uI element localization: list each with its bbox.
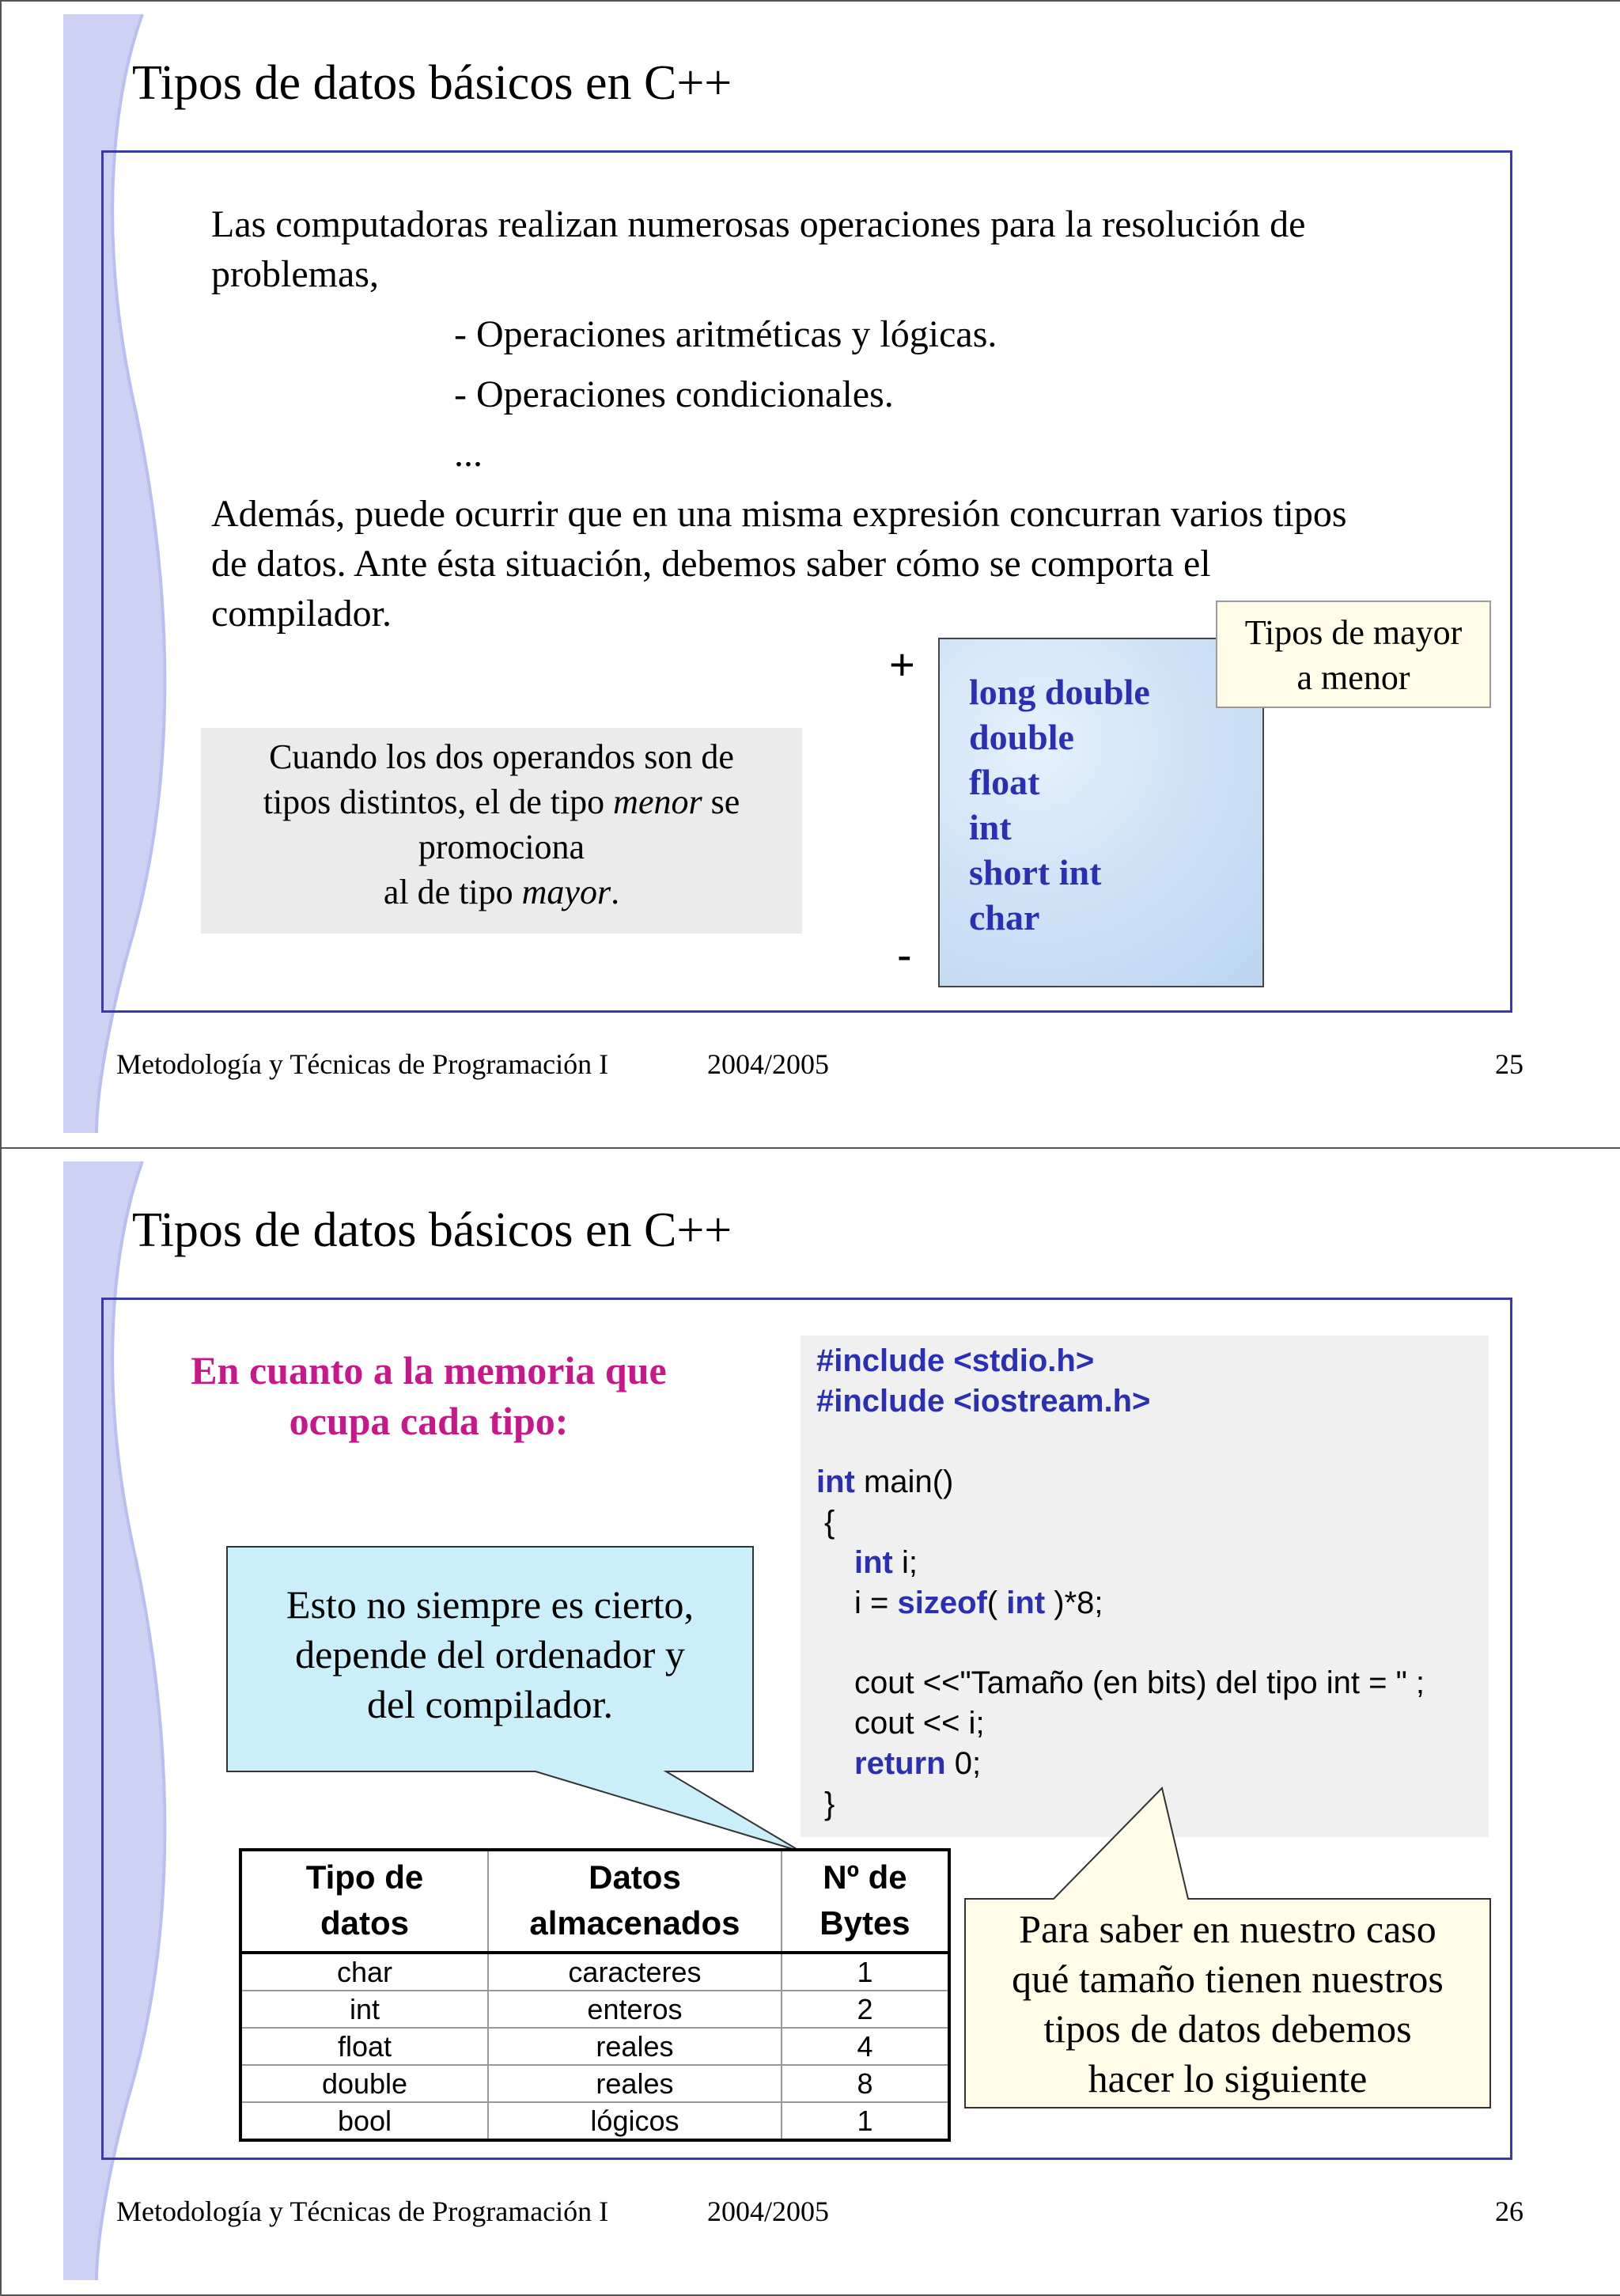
order-note — [1216, 601, 1491, 708]
hint-callout — [965, 1904, 1490, 2104]
table-cell: 2 — [782, 1991, 949, 2028]
table-cell: enteros — [488, 1991, 782, 2028]
table-row — [240, 2102, 949, 2140]
table-cell: 1 — [782, 1953, 949, 1991]
order-note-line-2: a menor — [1296, 658, 1410, 697]
header-bytes: Nº de Bytes — [782, 1850, 949, 1953]
type-char: char — [969, 897, 1040, 938]
promotion-line-2: tipos distintos, el de tipo menor se — [263, 782, 740, 821]
table-cell: 4 — [782, 2028, 949, 2065]
code-main-signature: int main() — [816, 1464, 954, 1499]
table-cell: bool — [240, 2102, 488, 2140]
table-row — [240, 2028, 949, 2065]
para-line-1: Además, puede ocurrir que en una misma expresión concurran varios tipos — [211, 493, 1347, 535]
hint-line-1: Para saber en nuestro caso — [1019, 1907, 1436, 1951]
table-row — [240, 1991, 949, 2028]
hint-line-4: hacer lo siguiente — [1088, 2056, 1368, 2101]
list-ellipsis: ... — [454, 433, 483, 475]
table-cell: 1 — [782, 2102, 949, 2140]
type-short-int: short int — [969, 852, 1102, 892]
promotion-line-3: promociona — [418, 828, 585, 866]
code-declaration: int i; — [854, 1545, 918, 1580]
footer-year: 2004/2005 — [707, 2196, 830, 2227]
code-close-brace: } — [824, 1786, 835, 1821]
warning-line-1: Esto no siempre es cierto, — [286, 1582, 695, 1627]
hint-line-3: tipos de datos debemos — [1043, 2006, 1412, 2051]
page-number: 26 — [1495, 2196, 1523, 2227]
list-item-arithmetic: - Operaciones aritméticas y lógicas. — [454, 313, 997, 355]
code-open-brace: { — [824, 1505, 835, 1540]
table-row — [240, 1953, 949, 1991]
minus-sign: - — [897, 930, 912, 979]
type-long-double: long double — [969, 672, 1150, 712]
table-cell: int — [240, 1991, 488, 2028]
list-item-conditional: - Operaciones condicionales. — [454, 373, 894, 415]
header-type: Tipo de datos — [240, 1850, 488, 1953]
table-row — [240, 2065, 949, 2102]
code-return: return 0; — [854, 1746, 982, 1781]
code-cout-message: cout <<"Tamaño (en bits) del tipo int = " ; — [854, 1665, 1425, 1700]
table-cell: reales — [488, 2065, 782, 2102]
memory-heading-line-2: ocupa cada tipo: — [289, 1399, 569, 1443]
header-stored-data: Datos almacenados — [488, 1850, 782, 1953]
hint-line-2: qué tamaño tienen nuestros — [1012, 1957, 1444, 2001]
table-cell: double — [240, 2065, 488, 2102]
type-float: float — [969, 762, 1040, 802]
para-line-2: de datos. Ante ésta situación, debemos saber cómo se comporta el — [211, 543, 1211, 585]
table-cell: char — [240, 1953, 488, 1991]
footer-course: Metodología y Técnicas de Programación I — [116, 2196, 609, 2227]
table-cell: float — [240, 2028, 488, 2065]
table-cell: reales — [488, 2028, 782, 2065]
promotion-line-1: Cuando los dos operandos son de — [269, 737, 734, 776]
footer-year: 2004/2005 — [707, 1048, 830, 1080]
page-number: 25 — [1495, 1048, 1523, 1080]
warning-line-2: depende del ordenador y — [295, 1632, 685, 1677]
code-include-stdio: #include <stdio.h> — [816, 1343, 1095, 1378]
table-cell: caracteres — [488, 1953, 782, 1991]
promotion-line-4: al de tipo mayor. — [383, 873, 620, 911]
slide-title: Tipos de datos básicos en C++ — [132, 56, 732, 110]
para-line-3: compilador. — [211, 593, 392, 635]
code-sizeof-assignment: i = sizeof( int )*8; — [854, 1586, 1103, 1620]
slide-title: Tipos de datos básicos en C++ — [132, 1203, 732, 1257]
type-double: double — [969, 717, 1074, 757]
type-size-table — [239, 1848, 951, 2142]
intro-line-1: Las computadoras realizan numerosas operaciones para la resolución de — [211, 203, 1306, 245]
code-cout-value: cout << i; — [854, 1706, 985, 1741]
memory-heading-line-1: En cuanto a la memoria que — [191, 1348, 667, 1392]
footer-course: Metodología y Técnicas de Programación I — [116, 1048, 609, 1080]
warning-line-3: del compilador. — [366, 1682, 614, 1726]
promotion-rule-box — [201, 728, 802, 934]
order-note-line-1: Tipos de mayor — [1244, 613, 1463, 652]
type-int: int — [969, 807, 1012, 847]
plus-sign: + — [889, 639, 915, 689]
code-include-iostream: #include <iostream.h> — [816, 1384, 1151, 1419]
table-cell: lógicos — [488, 2102, 782, 2140]
intro-line-2: problemas, — [211, 253, 379, 295]
table-header-row — [240, 1850, 949, 1953]
table-cell: 8 — [782, 2065, 949, 2102]
slide-26 — [0, 1147, 1620, 2296]
